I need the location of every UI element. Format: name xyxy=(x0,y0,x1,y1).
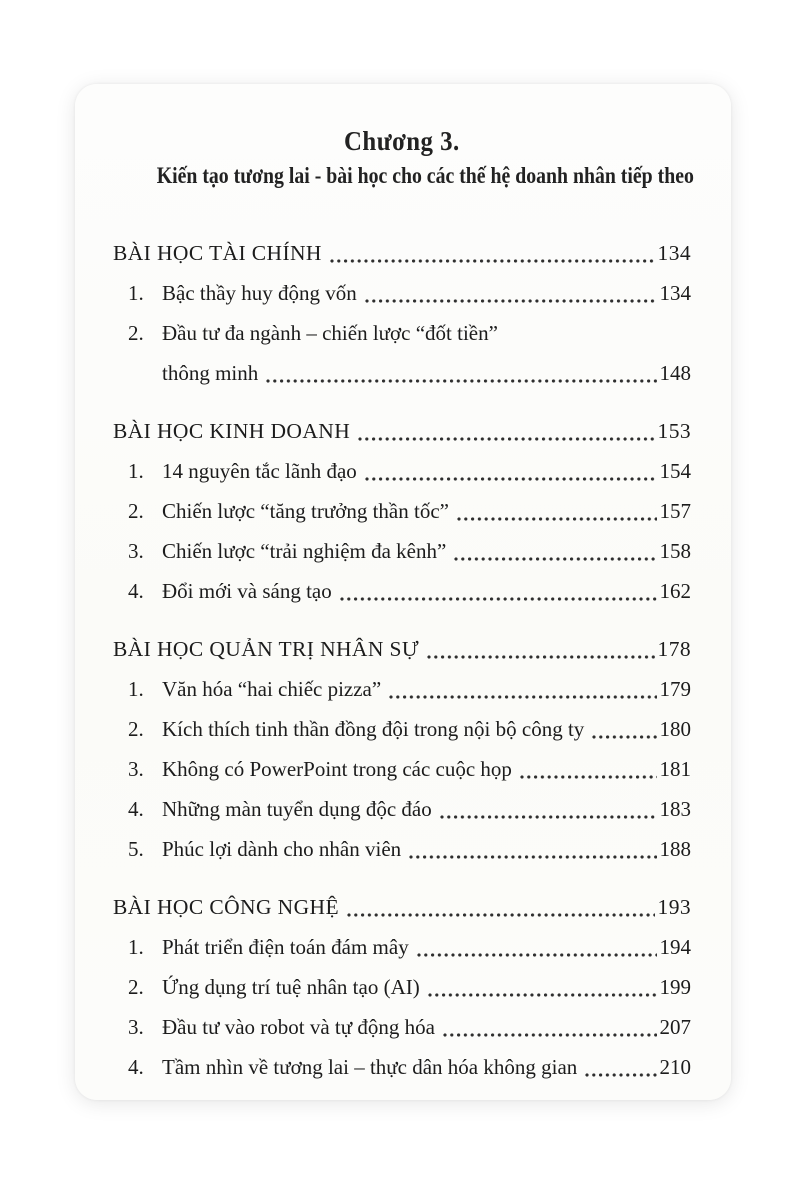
toc-item xyxy=(113,1007,691,1047)
table-of-contents xyxy=(113,233,691,1087)
toc-item xyxy=(113,491,691,531)
dot-leader xyxy=(591,709,656,749)
toc-item xyxy=(113,749,691,789)
chapter-title: Chương 3. xyxy=(344,126,460,156)
item-title: Bậc thầy huy động vốn xyxy=(162,281,357,305)
dot-leader xyxy=(453,531,656,571)
toc-section xyxy=(113,233,691,393)
item-page-number: 157 xyxy=(659,499,691,523)
dot-leader xyxy=(439,789,657,829)
item-page-number: 207 xyxy=(659,1015,691,1039)
item-number: 3. xyxy=(128,757,144,781)
item-title-continued: thông minh xyxy=(162,361,259,385)
toc-section xyxy=(113,629,691,869)
toc-item xyxy=(113,531,691,571)
chapter-subtitle: Kiến tạo tương lai - bài học cho các thế hệ doanh nhân tiếp theo xyxy=(156,163,694,188)
item-page-number: 148 xyxy=(659,361,691,385)
item-page-number: 162 xyxy=(659,579,691,603)
dot-leader xyxy=(408,829,656,869)
dot-leader xyxy=(416,927,657,967)
dot-leader xyxy=(519,749,657,789)
item-number: 2. xyxy=(128,717,144,741)
dot-leader xyxy=(364,451,657,491)
toc-item-continuation xyxy=(113,353,691,393)
item-title: Ứng dụng trí tuệ nhân tạo (AI) xyxy=(162,975,420,999)
item-page-number: 180 xyxy=(659,717,691,741)
section-title: BÀI HỌC CÔNG NGHỆ xyxy=(113,895,339,919)
item-title: Chiến lược “trải nghiệm đa kênh” xyxy=(162,539,447,563)
dot-leader xyxy=(339,571,657,611)
item-title: Kích thích tinh thần đồng đội trong nội bộ công ty xyxy=(162,717,585,741)
toc-item xyxy=(113,273,691,313)
chapter-subtitle-wrap xyxy=(113,163,694,189)
toc-section-header xyxy=(113,233,691,273)
dot-leader xyxy=(346,887,655,927)
toc-item xyxy=(113,669,691,709)
item-title: Phúc lợi dành cho nhân viên xyxy=(162,837,402,861)
item-page-number: 194 xyxy=(659,935,691,959)
dot-leader xyxy=(456,491,657,531)
item-page-number: 188 xyxy=(659,837,691,861)
item-number: 1. xyxy=(128,935,144,959)
toc-section-header xyxy=(113,629,691,669)
item-title: Những màn tuyển dụng độc đáo xyxy=(162,797,432,821)
dot-leader xyxy=(442,1007,657,1047)
item-title: Đầu tư vào robot và tự động hóa xyxy=(162,1015,435,1039)
chapter-heading xyxy=(113,126,694,189)
item-number: 4. xyxy=(128,797,144,821)
item-page-number: 183 xyxy=(659,797,691,821)
dot-leader xyxy=(329,233,655,273)
item-title: Đổi mới và sáng tạo xyxy=(162,579,332,603)
section-page-number: 153 xyxy=(657,419,691,443)
toc-item xyxy=(113,1047,691,1087)
book-page xyxy=(75,84,731,1100)
item-number: 2. xyxy=(128,499,144,523)
item-number: 4. xyxy=(128,1055,144,1079)
item-title: Không có PowerPoint trong các cuộc họp xyxy=(162,757,512,781)
item-title: Phát triển điện toán đám mây xyxy=(162,935,409,959)
section-title: BÀI HỌC QUẢN TRỊ NHÂN SỰ xyxy=(113,637,419,661)
dot-leader xyxy=(364,273,657,313)
section-title: BÀI HỌC TÀI CHÍNH xyxy=(113,241,322,265)
toc-item xyxy=(113,927,691,967)
dot-leader xyxy=(427,967,657,1007)
item-number: 2. xyxy=(128,975,144,999)
toc-item xyxy=(113,967,691,1007)
toc-section xyxy=(113,887,691,1087)
dot-leader xyxy=(584,1047,656,1087)
item-number: 1. xyxy=(128,281,144,305)
section-page-number: 134 xyxy=(657,241,691,265)
item-title: Tầm nhìn về tương lai – thực dân hóa không gian xyxy=(162,1055,578,1079)
toc-section-header xyxy=(113,887,691,927)
toc-item xyxy=(113,571,691,611)
item-title: Đầu tư đa ngành – chiến lược “đốt tiền” xyxy=(162,321,498,345)
dot-leader xyxy=(388,669,656,709)
item-page-number: 199 xyxy=(659,975,691,999)
item-page-number: 134 xyxy=(659,281,691,305)
item-title: Văn hóa “hai chiếc pizza” xyxy=(162,677,382,701)
toc-section xyxy=(113,411,691,611)
dot-leader xyxy=(265,353,656,393)
dot-leader xyxy=(357,411,654,451)
item-number: 1. xyxy=(128,677,144,701)
toc-section-header xyxy=(113,411,691,451)
item-page-number: 181 xyxy=(659,757,691,781)
section-page-number: 178 xyxy=(657,637,691,661)
item-number: 4. xyxy=(128,579,144,603)
section-title: BÀI HỌC KINH DOANH xyxy=(113,419,351,443)
toc-item xyxy=(113,829,691,869)
item-number: 3. xyxy=(128,1015,144,1039)
dot-leader xyxy=(426,629,655,669)
item-title: 14 nguyên tắc lãnh đạo xyxy=(162,459,357,483)
item-page-number: 154 xyxy=(659,459,691,483)
item-number: 1. xyxy=(128,459,144,483)
toc-item xyxy=(113,789,691,829)
item-number: 2. xyxy=(128,321,144,345)
item-number: 5. xyxy=(128,837,144,861)
item-page-number: 179 xyxy=(659,677,691,701)
item-number: 3. xyxy=(128,539,144,563)
item-title: Chiến lược “tăng trưởng thần tốc” xyxy=(162,499,449,523)
toc-item xyxy=(113,709,691,749)
item-page-number: 158 xyxy=(659,539,691,563)
section-page-number: 193 xyxy=(657,895,691,919)
item-page-number: 210 xyxy=(659,1055,691,1079)
toc-item xyxy=(113,313,691,353)
toc-item xyxy=(113,451,691,491)
